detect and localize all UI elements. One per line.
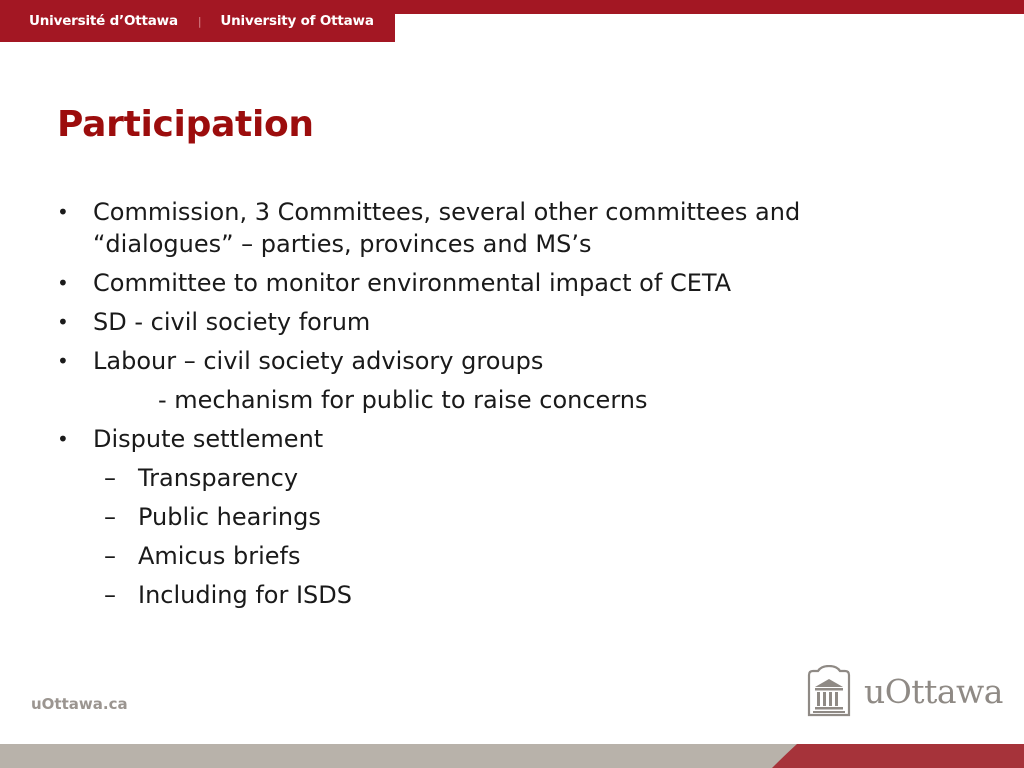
bullet-item [57,345,957,377]
sub-bullet-text: Amicus briefs [138,542,301,570]
header-name-fr: Université d’Ottawa [29,13,178,29]
bullet-text: Labour – civil society advisory groups [93,347,544,375]
bullet-text: Commission, 3 Committees, several other committees and “dialogues” – parties, provinces and MS’s [93,198,801,258]
footer-url: uOttawa.ca [31,695,128,713]
sub-bullet-text: Public hearings [138,503,321,531]
footer-bar [0,744,1024,768]
bullet-item [57,423,957,455]
bullet-icon: • [57,349,69,373]
bullet-icon: • [57,310,69,334]
logo-wordmark: uOttawa [864,671,1003,711]
header-name-en: University of Ottawa [220,13,374,29]
bullet-icon: • [57,200,69,224]
dash-icon: – [104,503,116,531]
dash-icon: – [104,542,116,570]
slide-title: Participation [57,104,314,145]
bullet-list [57,196,957,618]
bullet-item [57,196,957,260]
dash-icon: – [104,581,116,609]
bullet-continuation: - mechanism for public to raise concerns [158,386,648,414]
sub-bullet-item [57,540,957,572]
dash-icon: – [104,464,116,492]
sub-bullet-item [57,462,957,494]
university-building-icon [806,665,852,717]
bullet-item [57,306,957,338]
bullet-text: Committee to monitor environmental impact of CETA [93,269,732,297]
sub-bullet-text: Transparency [138,464,299,492]
sub-bullet-item [57,501,957,533]
uottawa-logo [806,665,1003,717]
bullet-text: SD - civil society forum [93,308,371,336]
sub-bullet-text: Including for ISDS [138,581,352,609]
bullet-text: Dispute settlement [93,425,324,453]
bullet-item [57,267,957,299]
sub-bullet-item [57,579,957,611]
bullet-icon: • [57,427,69,451]
header-banner [0,0,395,42]
header-separator: | [197,14,202,28]
bullet-icon: • [57,271,69,295]
